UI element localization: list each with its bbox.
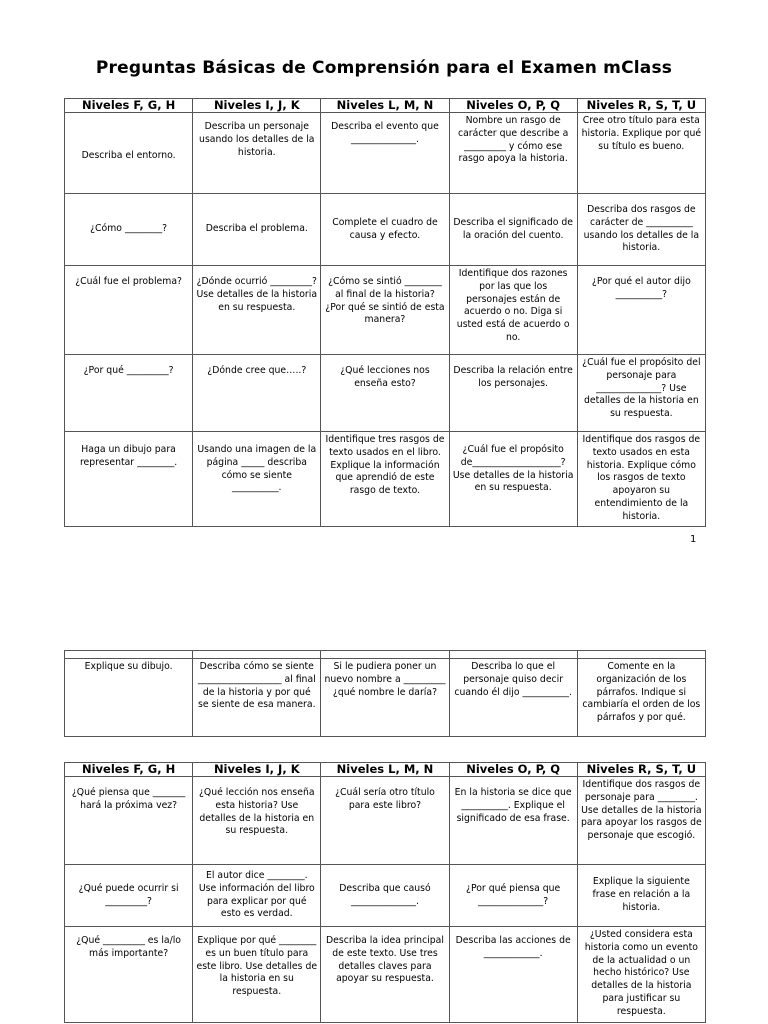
question-cell: Usando una imagen de la página _____ describa cómo se siente __________. (193, 432, 321, 527)
question-cell: ¿Por qué piensa que ______________? (449, 865, 577, 927)
header-row (65, 99, 706, 113)
header-ijk: Niveles I, J, K (193, 99, 321, 113)
header-rstu: Niveles R, S, T, U (577, 763, 705, 777)
question-cell: ¿Cómo se sintió ________ al final de la historia? ¿Por qué se sintió de esta manera? (321, 266, 449, 355)
question-cell: Explique por qué ________ es un buen título para este libro. Use detalles de la historia en su respuesta. (193, 927, 321, 1023)
question-cell: Describa un personaje usando los detalles de la historia. (193, 113, 321, 194)
header-rstu: Niveles R, S, T, U (577, 99, 705, 113)
question-cell: Explique la siguiente frase en relación a la historia. (577, 865, 705, 927)
question-cell: Describa las acciones de ____________. (449, 927, 577, 1023)
question-cell: ¿Usted considera esta historia como un evento de la actualidad o un hecho histórico? Use detalles de la historia para justificar su respuesta. (577, 927, 705, 1023)
table-row (65, 355, 706, 432)
header-opq: Niveles O, P, Q (449, 99, 577, 113)
question-cell: Describa el evento que ______________. (321, 113, 449, 194)
question-cell: Haga un dibujo para representar ________. (65, 432, 193, 527)
question-cell: Identifique dos rasgos de texto usados en esta historia. Explique cómo los rasgos de texto apoyaron su entendimiento de la historia. (577, 432, 705, 527)
header-opq: Niveles O, P, Q (449, 763, 577, 777)
question-cell: Si le pudiera poner un nuevo nombre a _________ ¿qué nombre le daría? (321, 659, 449, 737)
question-cell: Describa la relación entre los personajes. (449, 355, 577, 432)
question-cell: ¿Cómo ________? (65, 194, 193, 266)
blank-cell (321, 651, 449, 659)
blank-cell (193, 651, 321, 659)
question-cell: ¿Qué _________ es la/lo más importante? (65, 927, 193, 1023)
question-cell: Describa dos rasgos de carácter de __________ usando los detalles de la historia. (577, 194, 705, 266)
table-row (65, 113, 706, 194)
question-cell: Explique su dibujo. (65, 659, 193, 737)
question-cell: ¿Cuál fue el propósito del personaje para ______________? Use detalles de la historia en su respuesta. (577, 355, 705, 432)
question-cell: ¿Cuál sería otro título para este libro? (321, 777, 449, 865)
table-row (65, 659, 706, 737)
question-cell: Identifique dos rasgos de personaje para ________. Use detalles de la historia para apoyar los rasgos de personaje que escogió. (577, 777, 705, 865)
question-cell: Describa el significado de la oración del cuento. (449, 194, 577, 266)
header-lmn: Niveles L, M, N (321, 763, 449, 777)
question-cell: ¿Cuál fue el problema? (65, 266, 193, 355)
table-row (65, 266, 706, 355)
question-cell: ¿Qué puede ocurrir si _________? (65, 865, 193, 927)
table-row (65, 927, 706, 1023)
blank-row (65, 651, 706, 659)
question-cell: ¿Dónde cree que…..? (193, 355, 321, 432)
header-fgh: Niveles F, G, H (65, 99, 193, 113)
blank-cell (449, 651, 577, 659)
question-cell: Describa la idea principal de este texto. Use tres detalles claves para apoyar su respuesta. (321, 927, 449, 1023)
question-cell: Describa cómo se siente __________________ al final de la historia y por qué se siente de esa manera. (193, 659, 321, 737)
questions-table-3 (64, 762, 706, 1023)
question-cell: El autor dice ________. Use información del libro para explicar por qué esto es verdad. (193, 865, 321, 927)
question-cell: Describa el entorno. (65, 113, 193, 194)
header-row (65, 763, 706, 777)
question-cell: Identifique tres rasgos de texto usados en el libro. Explique la información que aprendió de este rasgo de texto. (321, 432, 449, 527)
table-row (65, 777, 706, 865)
page-title: Preguntas Básicas de Comprensión para el Examen mClass (95, 58, 673, 78)
questions-table-1 (64, 98, 706, 527)
blank-cell (577, 651, 705, 659)
page-number: 1 (690, 534, 697, 545)
question-cell: En la historia se dice que __________. Explique el significado de esa frase. (449, 777, 577, 865)
header-lmn: Niveles L, M, N (321, 99, 449, 113)
question-cell: Nombre un rasgo de carácter que describe a _________ y cómo ese rasgo apoya la historia. (449, 113, 577, 194)
blank-cell (65, 651, 193, 659)
question-cell: ¿Por qué el autor dijo __________? (577, 266, 705, 355)
question-cell: ¿Qué piensa que _______ hará la próxima vez? (65, 777, 193, 865)
table-row (65, 432, 706, 527)
question-cell: ¿Cuál fue el propósito de___________________? Use detalles de la historia en su respuesta. (449, 432, 577, 527)
table-row (65, 194, 706, 266)
header-ijk: Niveles I, J, K (193, 763, 321, 777)
table-row (65, 865, 706, 927)
questions-table-2 (64, 650, 706, 737)
question-cell: ¿Qué lección nos enseña esta historia? Use detalles de la historia en su respuesta. (193, 777, 321, 865)
question-cell: ¿Qué lecciones nos enseña esto? (321, 355, 449, 432)
question-cell: Complete el cuadro de causa y efecto. (321, 194, 449, 266)
question-cell: ¿Por qué _________? (65, 355, 193, 432)
header-fgh: Niveles F, G, H (65, 763, 193, 777)
question-cell: Identifique dos razones por las que los personajes están de acuerdo o no. Diga si usted está de acuerdo o no. (449, 266, 577, 355)
question-cell: ¿Dónde ocurrió _________? Use detalles de la historia en su respuesta. (193, 266, 321, 355)
question-cell: Describa que causó ______________. (321, 865, 449, 927)
question-cell: Describa lo que el personaje quiso decir cuando él dijo __________. (449, 659, 577, 737)
question-cell: Cree otro título para esta historia. Explique por qué su título es bueno. (577, 113, 705, 194)
question-cell: Describa el problema. (193, 194, 321, 266)
question-cell: Comente en la organización de los párrafos. Indique si cambiaría el orden de los párrafos y por qué. (577, 659, 705, 737)
